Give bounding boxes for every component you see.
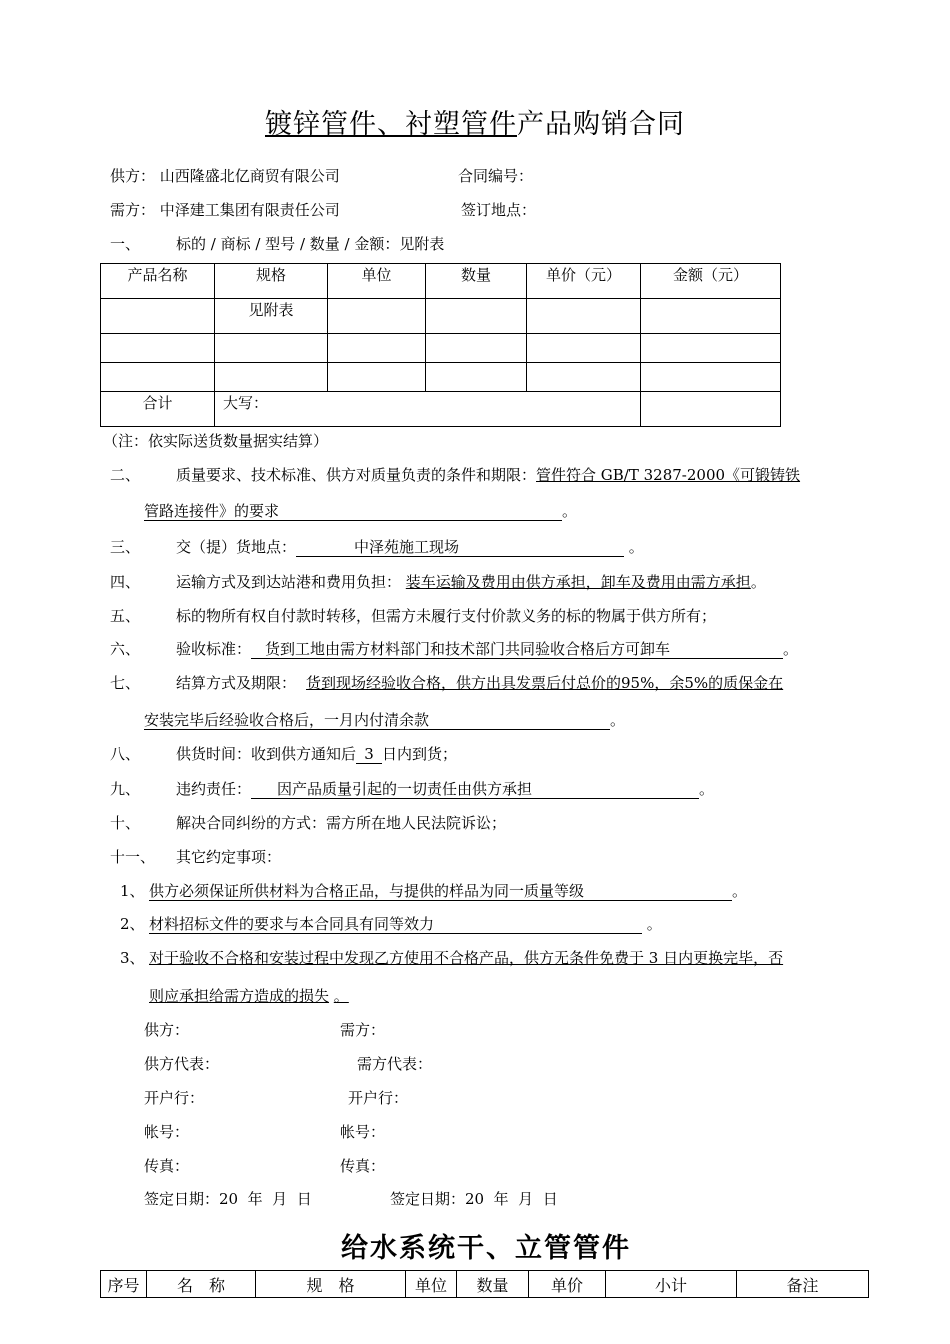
clause6-underlined [251, 641, 783, 659]
clause2-underlined2: 管路连接件》的要求 [144, 503, 562, 521]
item2-text: 材料招标文件的要求与本合同具有同等效力 [149, 916, 642, 934]
contract-no-label: 合同编号： [458, 167, 534, 185]
table-cell [641, 363, 781, 392]
item1-num: 1、 [120, 882, 145, 900]
liability: 因产品质量引起的一切责任由供方承担 [277, 780, 533, 798]
clause8-text: 供货时间：收到供方通知后 [176, 745, 357, 763]
product-table [100, 263, 781, 427]
item2-end: 。 [646, 915, 662, 933]
clause2-underlined1: 管件符合 GB/T 3287-2000《可锻铸铁 [536, 466, 801, 484]
buyer-label: 需方： [110, 201, 156, 219]
table-cell [328, 363, 426, 392]
settlement-note: （注：依实际送货数量据实结算） [103, 432, 329, 450]
sig-right-rep: 需方代表： [357, 1055, 433, 1073]
table-cell [527, 363, 641, 392]
clause3-line [176, 536, 644, 557]
item1-end: 。 [732, 882, 748, 900]
item3-line2 [149, 985, 349, 1006]
table-cell [215, 334, 328, 363]
header-spec: 规格 [215, 264, 328, 299]
sig-left-supplier: 供方： [144, 1021, 190, 1039]
header-product-name: 产品名称 [101, 264, 215, 299]
delivery-days: 3 [356, 746, 382, 764]
title-rest: 产品购销合同 [517, 109, 685, 140]
table-cell [101, 334, 215, 363]
buyer-name: 中泽建工集团有限责任公司 [159, 201, 340, 219]
clause9-line [176, 778, 714, 799]
supplier-name: 山西隆盛北亿商贸有限公司 [159, 167, 340, 185]
clause2-text: 质量要求、技术标准、供方对质量负责的条件和期限： [176, 466, 537, 484]
clause3-end: 。 [628, 538, 644, 556]
sig-right-fax: 传真： [340, 1157, 386, 1175]
clause4-text: 运输方式及到达站港和费用负担： [176, 573, 402, 591]
clause7-underlined1: 货到现场经验收合格，供方出具发票后付总价的95%，余5%的质保金在 [306, 674, 784, 692]
clause11-num: 十一、 [110, 848, 156, 866]
clause9-underlined [251, 781, 699, 799]
delivery-place: 中泽苑施工现场 [354, 538, 460, 556]
clause1-num: 一、 [110, 235, 141, 253]
sig-right-buyer: 需方： [340, 1021, 386, 1039]
appendix-table [100, 1270, 869, 1298]
sig-left-rep: 供方代表： [144, 1055, 220, 1073]
clause4-line [176, 571, 766, 592]
clause9-end: 。 [699, 780, 715, 798]
appendix-header-subtotal: 小计 [606, 1271, 737, 1298]
clause6-num: 六、 [110, 640, 141, 658]
clause7-num: 七、 [110, 674, 141, 692]
table-cell [641, 299, 781, 334]
sig-left-bank: 开户行： [144, 1089, 205, 1107]
title-underlined: 镀锌管件、衬塑管件 [265, 109, 517, 140]
clause7-underlined2: 安装完毕后经验收合格后，一月内付清余款 [144, 712, 610, 730]
clause7-line1 [176, 672, 783, 693]
sig-right-bank: 开户行： [348, 1089, 409, 1107]
clause4-end: 。 [750, 573, 766, 591]
appendix-header-qty: 数量 [457, 1271, 529, 1298]
sig-right-account: 帐号： [340, 1123, 386, 1141]
header-qty: 数量 [426, 264, 527, 299]
item3-line1 [149, 947, 783, 968]
clause11-text: 其它约定事项： [176, 848, 282, 866]
table-cell [641, 392, 781, 427]
table-cell [215, 363, 328, 392]
clause3-num: 三、 [110, 538, 141, 556]
clause3-underlined [296, 539, 624, 557]
clause6-end: 。 [783, 640, 799, 658]
clause2-end: 。 [562, 502, 578, 520]
table-cell [101, 299, 215, 334]
clause7-end: 。 [610, 711, 626, 729]
table-cell [328, 299, 426, 334]
appendix-header-price: 单价 [529, 1271, 606, 1298]
appendix-header-spec: 规 格 [256, 1271, 406, 1298]
clause9-text: 违约责任： [176, 780, 252, 798]
table-cell [426, 334, 527, 363]
total-label: 合计 [101, 392, 215, 427]
clause5-num: 五、 [110, 607, 141, 625]
clause8-line [176, 743, 457, 764]
clause2-num: 二、 [110, 466, 141, 484]
table-cell [527, 334, 641, 363]
page-title [0, 102, 950, 141]
table-cell [426, 299, 527, 334]
item1-text: 供方必须保证所供材料为合格正品，与提供的样品为同一质量等级 [149, 883, 732, 901]
daxie-label: 大写： [215, 392, 641, 427]
header-price: 单价（元） [527, 264, 641, 299]
supplier-label: 供方： [110, 167, 156, 185]
appendix-header-name: 名 称 [147, 1271, 256, 1298]
table-cell [328, 334, 426, 363]
sig-left-fax: 传真： [144, 1157, 190, 1175]
clause9-num: 九、 [110, 780, 141, 798]
spec-note: 见附表 [215, 299, 328, 334]
clause4-num: 四、 [110, 573, 141, 591]
sig-right-date: 签定日期：20 年 月 日 [390, 1190, 558, 1208]
table-cell [426, 363, 527, 392]
supplier-line [110, 165, 340, 186]
clause8-text2: 日内到货； [382, 745, 458, 763]
clause8-num: 八、 [110, 745, 141, 763]
item3-text: 对于验收不合格和安装过程中发现乙方使用不合格产品，供方无条件免费于 3 日内更换完毕，否 [149, 949, 784, 967]
clause4-underlined: 装车运输及费用由供方承担，卸车及费用由需方承担 [405, 573, 751, 591]
sig-left-account: 帐号： [144, 1123, 190, 1141]
appendix-title: 给水系统干、立管管件 [341, 1233, 631, 1264]
appendix-header-no: 序号 [101, 1271, 147, 1298]
clause3-text: 交（提）货地点： [176, 538, 297, 556]
clause2-line1 [176, 464, 800, 485]
acceptance-standard: 货到工地由需方材料部门和技术部门共同验收合格后方可卸车 [265, 640, 671, 658]
table-cell [641, 334, 781, 363]
appendix-header-unit: 单位 [406, 1271, 457, 1298]
clause10-num: 十、 [110, 814, 141, 832]
clause6-text: 验收标准： [176, 640, 252, 658]
item2-num: 2、 [120, 915, 145, 933]
table-cell [101, 363, 215, 392]
item3-num: 3、 [120, 949, 145, 967]
item2-line [149, 913, 662, 934]
sig-left-date: 签定日期：20 年 月 日 [144, 1190, 312, 1208]
clause2-line2 [144, 500, 577, 521]
sign-place-label: 签订地点： [461, 201, 537, 219]
clause10-text: 解决合同纠纷的方式：需方所在地人民法院诉讼； [176, 814, 507, 832]
clause1-text: 标的 / 商标 / 型号 / 数量 / 金额：见附表 [176, 235, 445, 253]
header-unit: 单位 [328, 264, 426, 299]
item3-end: 。 [333, 987, 349, 1005]
appendix-header-remark: 备注 [737, 1271, 869, 1298]
item3-text2: 则应承担给需方造成的损失 [149, 987, 330, 1005]
clause6-line [176, 638, 798, 659]
header-amount: 金额（元） [641, 264, 781, 299]
clause7-line2 [144, 709, 625, 730]
clause5-text: 标的物所有权自付款时转移，但需方未履行支付价款义务的标的物属于供方所有； [176, 607, 717, 625]
buyer-line [110, 199, 340, 220]
clause7-text: 结算方式及期限： [176, 674, 297, 692]
item1-line [149, 880, 747, 901]
table-cell [527, 299, 641, 334]
